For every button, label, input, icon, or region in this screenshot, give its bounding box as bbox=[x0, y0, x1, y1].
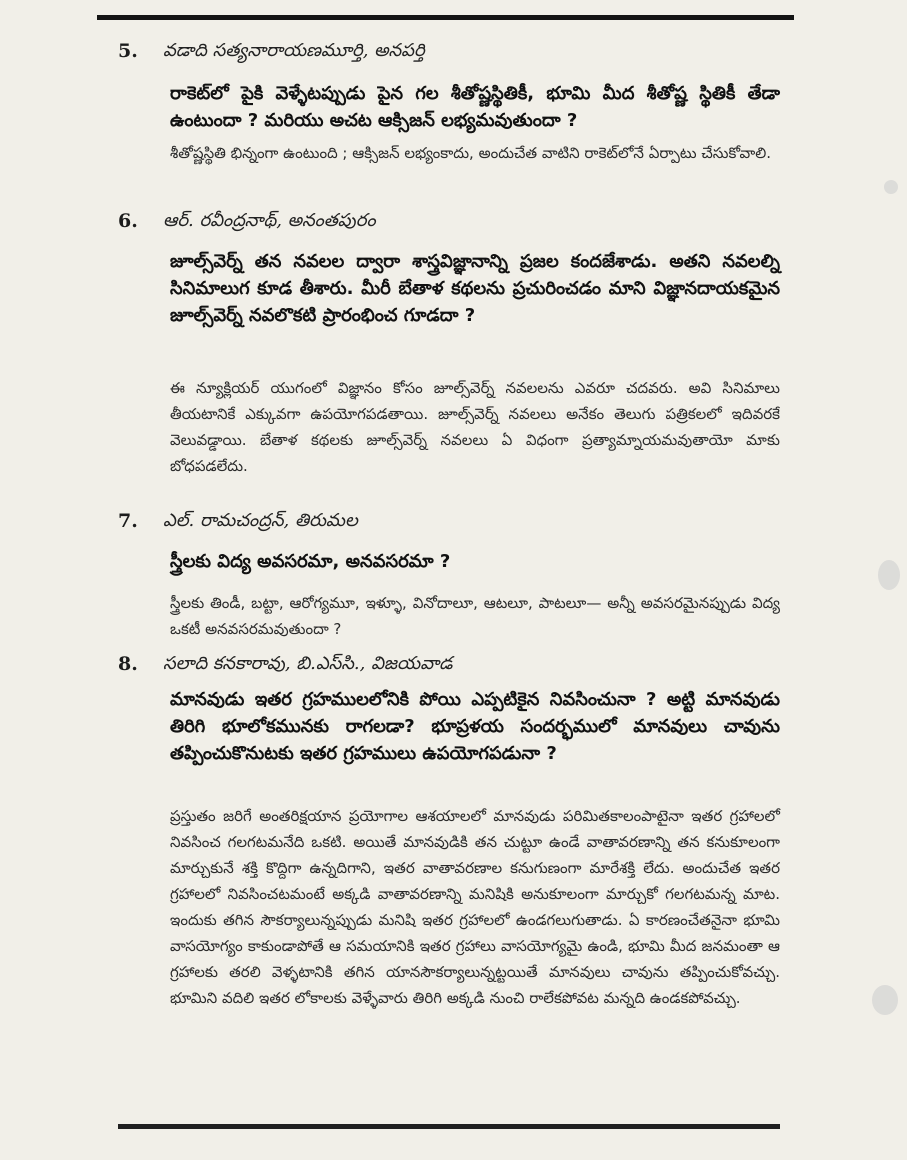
paper-speck bbox=[884, 180, 898, 194]
author-line: సలాది కనకారావు, బి.ఎస్‌సి., విజయవాడ bbox=[163, 653, 453, 674]
author-line: ఆర్. రవీంద్రనాథ్, అనంతపురం bbox=[163, 210, 376, 231]
answer-text: శీతోష్ణస్థితి భిన్నంగా ఉంటుంది ; ఆక్సిజన్ లభ్యంకాదు, అందుచేత వాటిని రాకెట్‌లోనే ఏర్పాటు చేసుకోవాలి. bbox=[170, 144, 771, 162]
entry-number: 5. bbox=[118, 40, 138, 62]
answer-text: ఈ న్యూక్లియర్ యుగంలో విజ్ఞానం కోసం జూల్స్‌వెర్న్ నవలలను ఎవరూ చదవరు. అవి సినిమాలు తీయటానికే ఎక్కువగా ఉపయోగపడతాయి. జూల్స్‌వెర్న్ నవలలు అనేకం తెలుగు పత్రికలలో ఇదివరకే వెలువడ్డాయి. బేతాళ కథలకు జూల్స్‌వెర్న్ నవలలు ఏ విధంగా ప్రత్యామ్నాయమవుతాయో మాకు బోధపడలేదు. bbox=[170, 379, 780, 475]
author-line: వడాది సత్యనారాయణమూర్తి, అనపర్తి bbox=[163, 40, 425, 61]
bottom-rule bbox=[118, 1124, 780, 1129]
paper-speck bbox=[878, 560, 900, 590]
entry-number: 6. bbox=[118, 210, 138, 232]
answer-text: స్త్రీలకు తిండీ, బట్టా, ఆరోగ్యమూ, ఇళ్ళూ, వినోదాలూ, ఆటలూ, పాటలూ— అన్నీ అవసరమైనప్పుడు విద్య ఒకటీ అనవసరమవుతుందా ? bbox=[170, 594, 780, 638]
paper-speck bbox=[872, 985, 898, 1015]
answer-text: ప్రస్తుతం జరిగే అంతరిక్షయాన ప్రయోగాల ఆశయాలలో మానవుడు పరిమితకాలంపాటైనా ఇతర గ్రహాలలో నివసించ గలగటమనేది ఒకటి. అయితే మానవుడికి తన చుట్టూ ఉండే వాతావరణాన్ని తన కనుకూలంగా మార్చుకునే శక్తి కొద్దిగా ఉన్నదిగాని, ఇతర వాతావరణాల కనుగుణంగా మారేశక్తి లేదు. అందుచేత ఇతర గ్రహాలలో నివసించటమంటే అక్కడి వాతావరణాన్ని మనిషికి అనుకూలంగా మార్చుకో గలగటమన్న మాట. ఇందుకు తగిన సౌకర్యాలున్నప్పుడు మనిషి ఇతర గ్రహాలలో ఉండగలుగుతాడు. ఏ కారణంచేతనైనా భూమి వాసయోగ్యం కాకుండాపోతే ఆ సమయానికి ఇతర గ్రహాలు వాసయోగ్యమై ఉండి, భూమి మీద జనమంతా ఆ గ్రహాలకు తరలి వెళ్ళటానికి తగిన యానసౌకర్యాలున్నట్టయితే మానవులు చావును తప్పించుకోవచ్చు. భూమిని వదిలి ఇతర లోకాలకు వెళ్ళేవారు తిరిగి అక్కడి నుంచి రాలేకపోవట మన్నది ఉండకపోవచ్చు. bbox=[170, 807, 780, 1007]
entry-number: 8. bbox=[118, 653, 138, 675]
author-line: ఎల్. రామచంద్రన్, తిరుమల bbox=[163, 510, 358, 531]
top-rule bbox=[97, 15, 794, 20]
entry-number: 7. bbox=[118, 510, 138, 532]
question-text: జూల్స్‌వెర్న్ తన నవలల ద్వారా శాస్త్రవిజ్ఞానాన్ని ప్రజల కందజేశాడు. అతని నవలల్ని సినిమాలుగ కూడ తీశారు. మీరీ బేతాళ కథలను ప్రచురించడం మాని విజ్ఞానదాయకమైన జూల్స్‌వెర్న్ నవలొకటి ప్రారంభించ గూడదా ? bbox=[170, 251, 780, 326]
question-text: స్త్రీలకు విద్య అవసరమా, అనవసరమా ? bbox=[170, 551, 451, 572]
question-text: మానవుడు ఇతర గ్రహములలోనికి పోయి ఎప్పటికైన నివసించునా ? అట్టి మానవుడు తిరిగి భూలోకమునకు రాగలడా? భూప్రళయ సందర్భములో మానవులు చావును తప్పించుకొనుటకు ఇతర గ్రహములు ఉపయోగపడునా ? bbox=[170, 689, 780, 764]
question-text: రాకెట్‌లో పైకి వెళ్ళేటప్పుడు పైన గల శీతోష్ణస్థితికీ, భూమి మీద శీతోష్ణ స్థితికీ తేడా ఉంటుందా ? మరియు అచట ఆక్సిజన్ లభ్యమవుతుందా ? bbox=[170, 83, 780, 131]
